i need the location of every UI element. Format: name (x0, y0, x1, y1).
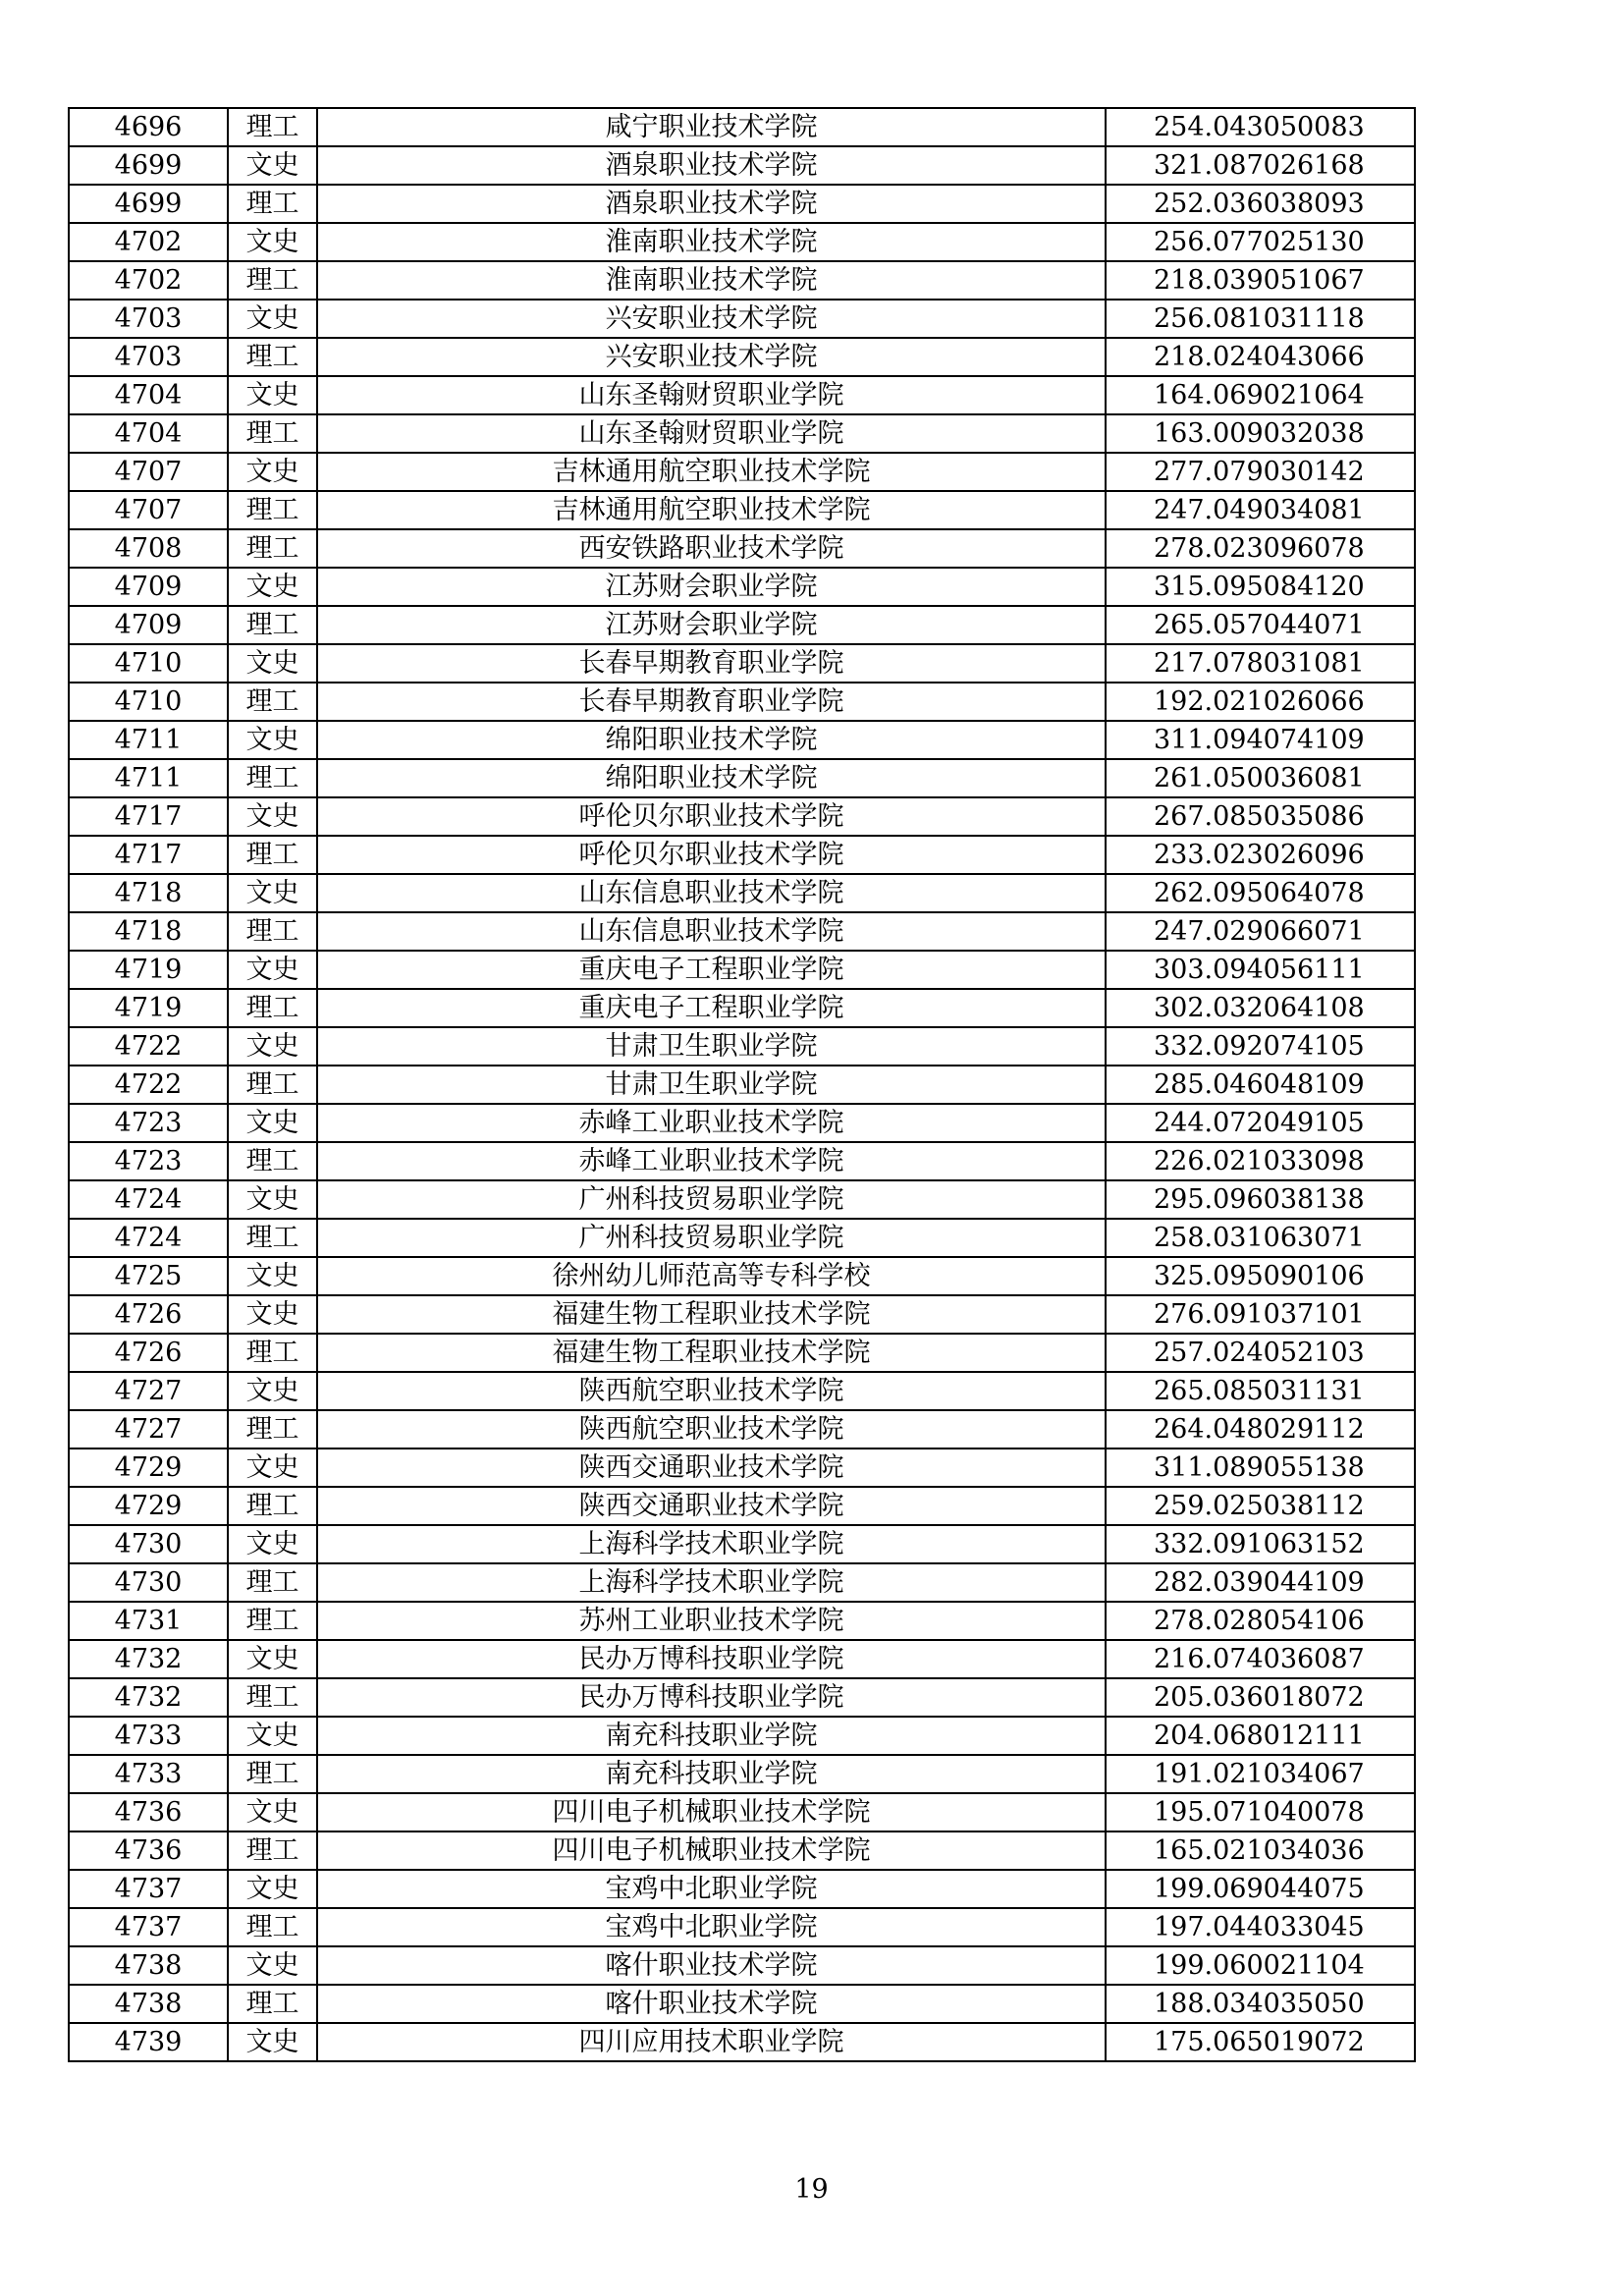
category-cell: 文史 (228, 568, 317, 606)
school-name-cell: 南充科技职业学院 (317, 1717, 1106, 1755)
school-name-cell: 甘肃卫生职业学院 (317, 1066, 1106, 1104)
category-cell: 理工 (228, 108, 317, 146)
table-row (69, 300, 1415, 338)
table-row (69, 338, 1415, 376)
school-code-cell: 4726 (69, 1295, 228, 1334)
school-name-cell: 喀什职业技术学院 (317, 1946, 1106, 1985)
table-body (69, 108, 1415, 2061)
school-code-cell: 4703 (69, 300, 228, 338)
category-cell: 理工 (228, 1755, 317, 1793)
score-cell: 226.021033098 (1106, 1142, 1415, 1180)
table-row (69, 1487, 1415, 1525)
score-cell: 247.029066071 (1106, 912, 1415, 951)
score-cell: 295.096038138 (1106, 1180, 1415, 1219)
school-name-cell: 酒泉职业技术学院 (317, 185, 1106, 223)
score-cell: 257.024052103 (1106, 1334, 1415, 1372)
category-cell: 理工 (228, 1219, 317, 1257)
school-name-cell: 淮南职业技术学院 (317, 261, 1106, 300)
category-cell: 理工 (228, 1066, 317, 1104)
table-row (69, 146, 1415, 185)
score-cell: 321.087026168 (1106, 146, 1415, 185)
score-cell: 252.036038093 (1106, 185, 1415, 223)
table-row (69, 606, 1415, 644)
school-code-cell: 4733 (69, 1755, 228, 1793)
table-row (69, 836, 1415, 874)
score-cell: 261.050036081 (1106, 759, 1415, 797)
school-name-cell: 四川应用技术职业学院 (317, 2023, 1106, 2061)
school-name-cell: 四川电子机械职业技术学院 (317, 1831, 1106, 1870)
table-row (69, 1257, 1415, 1295)
table-row (69, 1985, 1415, 2023)
table-row (69, 1372, 1415, 1410)
school-code-cell: 4717 (69, 797, 228, 836)
table-row (69, 1908, 1415, 1946)
table-row (69, 223, 1415, 261)
category-cell: 理工 (228, 261, 317, 300)
school-code-cell: 4699 (69, 185, 228, 223)
school-name-cell: 喀什职业技术学院 (317, 1985, 1106, 2023)
school-code-cell: 4709 (69, 606, 228, 644)
category-cell: 理工 (228, 414, 317, 453)
score-cell: 278.023096078 (1106, 529, 1415, 568)
school-name-cell: 宝鸡中北职业学院 (317, 1870, 1106, 1908)
school-name-cell: 咸宁职业技术学院 (317, 108, 1106, 146)
category-cell: 理工 (228, 1487, 317, 1525)
score-cell: 195.071040078 (1106, 1793, 1415, 1831)
school-name-cell: 重庆电子工程职业学院 (317, 989, 1106, 1027)
category-cell: 文史 (228, 951, 317, 989)
category-cell: 理工 (228, 185, 317, 223)
score-cell: 164.069021064 (1106, 376, 1415, 414)
score-cell: 259.025038112 (1106, 1487, 1415, 1525)
school-code-cell: 4704 (69, 414, 228, 453)
school-name-cell: 长春早期教育职业学院 (317, 644, 1106, 683)
school-name-cell: 绵阳职业技术学院 (317, 759, 1106, 797)
score-cell: 244.072049105 (1106, 1104, 1415, 1142)
school-code-cell: 4738 (69, 1946, 228, 1985)
category-cell: 理工 (228, 491, 317, 529)
school-code-cell: 4737 (69, 1870, 228, 1908)
score-cell: 247.049034081 (1106, 491, 1415, 529)
category-cell: 文史 (228, 2023, 317, 2061)
score-cell: 262.095064078 (1106, 874, 1415, 912)
score-cell: 282.039044109 (1106, 1563, 1415, 1602)
category-cell: 理工 (228, 1985, 317, 2023)
school-code-cell: 4717 (69, 836, 228, 874)
school-name-cell: 酒泉职业技术学院 (317, 146, 1106, 185)
school-name-cell: 广州科技贸易职业学院 (317, 1180, 1106, 1219)
score-cell: 216.074036087 (1106, 1640, 1415, 1678)
score-cell: 218.024043066 (1106, 338, 1415, 376)
school-name-cell: 重庆电子工程职业学院 (317, 951, 1106, 989)
table-row (69, 1334, 1415, 1372)
table-row (69, 797, 1415, 836)
school-name-cell: 吉林通用航空职业技术学院 (317, 453, 1106, 491)
score-cell: 199.069044075 (1106, 1870, 1415, 1908)
school-name-cell: 江苏财会职业学院 (317, 606, 1106, 644)
school-code-cell: 4724 (69, 1180, 228, 1219)
category-cell: 理工 (228, 606, 317, 644)
score-cell: 276.091037101 (1106, 1295, 1415, 1334)
school-code-cell: 4732 (69, 1678, 228, 1717)
school-code-cell: 4709 (69, 568, 228, 606)
table-row (69, 1870, 1415, 1908)
category-cell: 理工 (228, 1602, 317, 1640)
school-code-cell: 4707 (69, 491, 228, 529)
school-name-cell: 山东圣翰财贸职业学院 (317, 376, 1106, 414)
school-code-cell: 4736 (69, 1831, 228, 1870)
school-name-cell: 江苏财会职业学院 (317, 568, 1106, 606)
score-cell: 217.078031081 (1106, 644, 1415, 683)
score-cell: 233.023026096 (1106, 836, 1415, 874)
table-row (69, 108, 1415, 146)
score-cell: 188.034035050 (1106, 1985, 1415, 2023)
score-cell: 165.021034036 (1106, 1831, 1415, 1870)
score-cell: 332.091063152 (1106, 1525, 1415, 1563)
school-code-cell: 4722 (69, 1066, 228, 1104)
school-code-cell: 4718 (69, 874, 228, 912)
school-name-cell: 福建生物工程职业技术学院 (317, 1295, 1106, 1334)
school-code-cell: 4696 (69, 108, 228, 146)
school-code-cell: 4704 (69, 376, 228, 414)
table-row (69, 683, 1415, 721)
school-code-cell: 4730 (69, 1563, 228, 1602)
category-cell: 文史 (228, 300, 317, 338)
category-cell: 文史 (228, 1257, 317, 1295)
table-row (69, 1525, 1415, 1563)
category-cell: 文史 (228, 453, 317, 491)
school-code-cell: 4702 (69, 223, 228, 261)
table-row (69, 261, 1415, 300)
table-row (69, 453, 1415, 491)
score-cell: 285.046048109 (1106, 1066, 1415, 1104)
school-code-cell: 4723 (69, 1104, 228, 1142)
school-code-cell: 4719 (69, 989, 228, 1027)
table-row (69, 1793, 1415, 1831)
school-name-cell: 南充科技职业学院 (317, 1755, 1106, 1793)
category-cell: 理工 (228, 1334, 317, 1372)
score-cell: 267.085035086 (1106, 797, 1415, 836)
score-cell: 254.043050083 (1106, 108, 1415, 146)
school-name-cell: 陕西航空职业技术学院 (317, 1410, 1106, 1449)
school-name-cell: 宝鸡中北职业学院 (317, 1908, 1106, 1946)
school-code-cell: 4722 (69, 1027, 228, 1066)
table-row (69, 1104, 1415, 1142)
table-row (69, 1180, 1415, 1219)
table-row (69, 951, 1415, 989)
admission-score-table (68, 107, 1416, 2062)
score-cell: 197.044033045 (1106, 1908, 1415, 1946)
category-cell: 理工 (228, 1563, 317, 1602)
table-row (69, 376, 1415, 414)
school-code-cell: 4732 (69, 1640, 228, 1678)
school-code-cell: 4710 (69, 683, 228, 721)
school-code-cell: 4710 (69, 644, 228, 683)
score-cell: 199.060021104 (1106, 1946, 1415, 1985)
school-code-cell: 4699 (69, 146, 228, 185)
category-cell: 文史 (228, 1946, 317, 1985)
table-row (69, 721, 1415, 759)
table-row (69, 1295, 1415, 1334)
school-code-cell: 4731 (69, 1602, 228, 1640)
table-row (69, 874, 1415, 912)
category-cell: 文史 (228, 1793, 317, 1831)
table-row (69, 1410, 1415, 1449)
school-code-cell: 4736 (69, 1793, 228, 1831)
school-name-cell: 山东信息职业技术学院 (317, 912, 1106, 951)
score-cell: 258.031063071 (1106, 1219, 1415, 1257)
table-row (69, 912, 1415, 951)
table-row (69, 1678, 1415, 1717)
table-row (69, 644, 1415, 683)
school-name-cell: 赤峰工业职业技术学院 (317, 1142, 1106, 1180)
school-code-cell: 4703 (69, 338, 228, 376)
category-cell: 文史 (228, 1372, 317, 1410)
school-name-cell: 赤峰工业职业技术学院 (317, 1104, 1106, 1142)
school-name-cell: 陕西航空职业技术学院 (317, 1372, 1106, 1410)
table-row (69, 1602, 1415, 1640)
school-code-cell: 4729 (69, 1449, 228, 1487)
school-code-cell: 4702 (69, 261, 228, 300)
category-cell: 理工 (228, 759, 317, 797)
school-name-cell: 甘肃卫生职业学院 (317, 1027, 1106, 1066)
table-row (69, 759, 1415, 797)
school-name-cell: 长春早期教育职业学院 (317, 683, 1106, 721)
score-cell: 332.092074105 (1106, 1027, 1415, 1066)
table-row (69, 989, 1415, 1027)
school-name-cell: 呼伦贝尔职业技术学院 (317, 797, 1106, 836)
category-cell: 理工 (228, 683, 317, 721)
category-cell: 理工 (228, 1410, 317, 1449)
category-cell: 文史 (228, 874, 317, 912)
score-cell: 256.081031118 (1106, 300, 1415, 338)
score-cell: 302.032064108 (1106, 989, 1415, 1027)
table-row (69, 1563, 1415, 1602)
category-cell: 文史 (228, 1104, 317, 1142)
table-row (69, 1946, 1415, 1985)
table-row (69, 414, 1415, 453)
score-cell: 175.065019072 (1106, 2023, 1415, 2061)
table-row (69, 1755, 1415, 1793)
school-code-cell: 4708 (69, 529, 228, 568)
school-code-cell: 4729 (69, 1487, 228, 1525)
table-row (69, 568, 1415, 606)
school-name-cell: 兴安职业技术学院 (317, 300, 1106, 338)
school-code-cell: 4738 (69, 1985, 228, 2023)
category-cell: 文史 (228, 1027, 317, 1066)
category-cell: 理工 (228, 912, 317, 951)
category-cell: 理工 (228, 1831, 317, 1870)
category-cell: 文史 (228, 223, 317, 261)
score-cell: 218.039051067 (1106, 261, 1415, 300)
category-cell: 文史 (228, 1295, 317, 1334)
school-name-cell: 陕西交通职业技术学院 (317, 1449, 1106, 1487)
table-row (69, 1142, 1415, 1180)
category-cell: 文史 (228, 1640, 317, 1678)
school-code-cell: 4725 (69, 1257, 228, 1295)
school-code-cell: 4718 (69, 912, 228, 951)
category-cell: 理工 (228, 989, 317, 1027)
category-cell: 文史 (228, 1717, 317, 1755)
school-code-cell: 4711 (69, 721, 228, 759)
table-row (69, 1449, 1415, 1487)
school-name-cell: 兴安职业技术学院 (317, 338, 1106, 376)
category-cell: 文史 (228, 797, 317, 836)
school-code-cell: 4719 (69, 951, 228, 989)
school-name-cell: 山东信息职业技术学院 (317, 874, 1106, 912)
table-row (69, 2023, 1415, 2061)
category-cell: 理工 (228, 1908, 317, 1946)
school-name-cell: 上海科学技术职业学院 (317, 1525, 1106, 1563)
score-cell: 278.028054106 (1106, 1602, 1415, 1640)
category-cell: 文史 (228, 1870, 317, 1908)
score-cell: 311.089055138 (1106, 1449, 1415, 1487)
table-row (69, 529, 1415, 568)
school-name-cell: 西安铁路职业技术学院 (317, 529, 1106, 568)
school-name-cell: 呼伦贝尔职业技术学院 (317, 836, 1106, 874)
school-code-cell: 4711 (69, 759, 228, 797)
school-name-cell: 山东圣翰财贸职业学院 (317, 414, 1106, 453)
school-code-cell: 4727 (69, 1372, 228, 1410)
school-name-cell: 民办万博科技职业学院 (317, 1678, 1106, 1717)
score-cell: 264.048029112 (1106, 1410, 1415, 1449)
school-name-cell: 徐州幼儿师范高等专科学校 (317, 1257, 1106, 1295)
admission-table-container (68, 107, 1416, 2062)
table-row (69, 1066, 1415, 1104)
category-cell: 文史 (228, 1449, 317, 1487)
score-cell: 277.079030142 (1106, 453, 1415, 491)
school-code-cell: 4737 (69, 1908, 228, 1946)
category-cell: 文史 (228, 376, 317, 414)
category-cell: 文史 (228, 1180, 317, 1219)
category-cell: 理工 (228, 1142, 317, 1180)
school-code-cell: 4724 (69, 1219, 228, 1257)
table-row (69, 1717, 1415, 1755)
table-row (69, 1640, 1415, 1678)
score-cell: 191.021034067 (1106, 1755, 1415, 1793)
score-cell: 265.057044071 (1106, 606, 1415, 644)
school-name-cell: 广州科技贸易职业学院 (317, 1219, 1106, 1257)
score-cell: 325.095090106 (1106, 1257, 1415, 1295)
school-name-cell: 绵阳职业技术学院 (317, 721, 1106, 759)
table-row (69, 1831, 1415, 1870)
score-cell: 205.036018072 (1106, 1678, 1415, 1717)
score-cell: 303.094056111 (1106, 951, 1415, 989)
table-row (69, 1027, 1415, 1066)
school-code-cell: 4707 (69, 453, 228, 491)
page-number: 19 (794, 2174, 829, 2205)
school-code-cell: 4723 (69, 1142, 228, 1180)
school-code-cell: 4726 (69, 1334, 228, 1372)
score-cell: 256.077025130 (1106, 223, 1415, 261)
category-cell: 理工 (228, 529, 317, 568)
school-name-cell: 福建生物工程职业技术学院 (317, 1334, 1106, 1372)
school-name-cell: 陕西交通职业技术学院 (317, 1487, 1106, 1525)
score-cell: 315.095084120 (1106, 568, 1415, 606)
score-cell: 265.085031131 (1106, 1372, 1415, 1410)
score-cell: 192.021026066 (1106, 683, 1415, 721)
table-row (69, 185, 1415, 223)
school-name-cell: 淮南职业技术学院 (317, 223, 1106, 261)
school-name-cell: 四川电子机械职业技术学院 (317, 1793, 1106, 1831)
category-cell: 文史 (228, 1525, 317, 1563)
school-name-cell: 上海科学技术职业学院 (317, 1563, 1106, 1602)
score-cell: 163.009032038 (1106, 414, 1415, 453)
school-code-cell: 4727 (69, 1410, 228, 1449)
score-cell: 311.094074109 (1106, 721, 1415, 759)
score-cell: 204.068012111 (1106, 1717, 1415, 1755)
school-code-cell: 4733 (69, 1717, 228, 1755)
category-cell: 文史 (228, 644, 317, 683)
table-row (69, 1219, 1415, 1257)
category-cell: 理工 (228, 338, 317, 376)
school-name-cell: 苏州工业职业技术学院 (317, 1602, 1106, 1640)
school-name-cell: 吉林通用航空职业技术学院 (317, 491, 1106, 529)
table-row (69, 491, 1415, 529)
category-cell: 文史 (228, 146, 317, 185)
category-cell: 文史 (228, 721, 317, 759)
category-cell: 理工 (228, 1678, 317, 1717)
category-cell: 理工 (228, 836, 317, 874)
school-code-cell: 4730 (69, 1525, 228, 1563)
school-name-cell: 民办万博科技职业学院 (317, 1640, 1106, 1678)
school-code-cell: 4739 (69, 2023, 228, 2061)
